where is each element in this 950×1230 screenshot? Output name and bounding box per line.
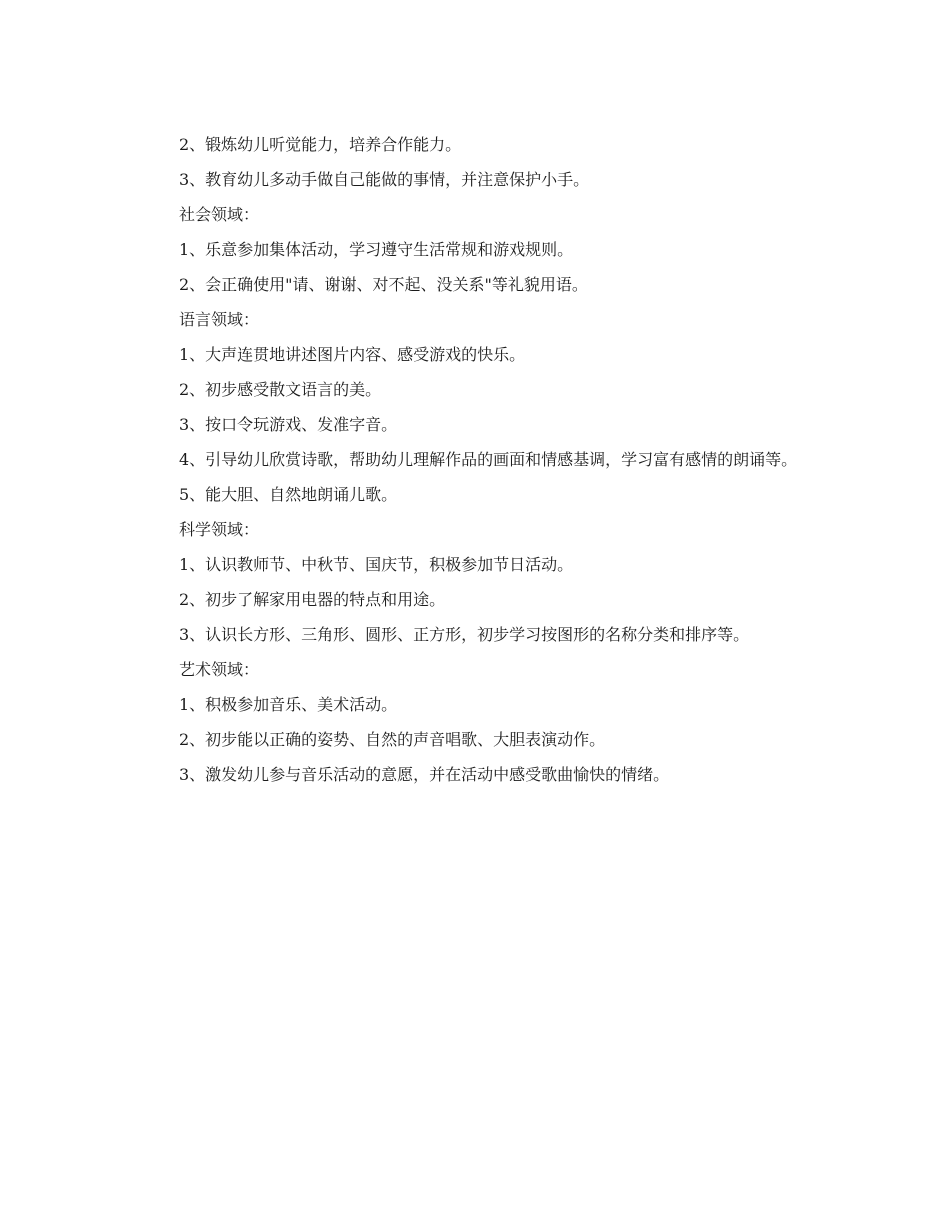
paragraph-festivals: 1、认识教师节、中秋节、国庆节，积极参加节日活动。 (179, 555, 574, 574)
paragraph-poetry-appreciation: 4、引导幼儿欣赏诗歌，帮助幼儿理解作品的画面和情感基调，学习富有感情的朗诵等。 (179, 450, 798, 469)
paragraph-singing-performance: 2、初步能以正确的姿势、自然的声音唱歌、大胆表演动作。 (179, 730, 606, 749)
paragraph-polite-words: 2、会正确使用"请、谢谢、对不起、没关系"等礼貌用语。 (179, 275, 588, 294)
paragraph-hands-on: 3、教育幼儿多动手做自己能做的事情，并注意保护小手。 (179, 170, 590, 189)
heading-language-domain: 语言领域： (179, 310, 260, 329)
paragraph-group-activity: 1、乐意参加集体活动，学习遵守生活常规和游戏规则。 (179, 240, 574, 259)
paragraph-command-game: 3、按口令玩游戏、发准字音。 (179, 415, 398, 434)
paragraph-describe-pictures: 1、大声连贯地讲述图片内容、感受游戏的快乐。 (179, 345, 526, 364)
heading-social-domain: 社会领域： (179, 205, 260, 224)
heading-art-domain: 艺术领域： (179, 660, 260, 679)
paragraph-appliances: 2、初步了解家用电器的特点和用途。 (179, 590, 446, 609)
paragraph-hearing-ability: 2、锻炼幼儿听觉能力，培养合作能力。 (179, 135, 462, 154)
paragraph-shapes: 3、认识长方形、三角形、圆形、正方形，初步学习按图形的名称分类和排序等。 (179, 625, 750, 644)
document-body (143, 127, 807, 792)
paragraph-recite-rhymes: 5、能大胆、自然地朗诵儿歌。 (179, 485, 398, 504)
heading-science-domain: 科学领域： (179, 520, 260, 539)
paragraph-music-interest: 3、激发幼儿参与音乐活动的意愿，并在活动中感受歌曲愉快的情绪。 (179, 765, 670, 784)
paragraph-music-art-activities: 1、积极参加音乐、美术活动。 (179, 695, 398, 714)
paragraph-prose-beauty: 2、初步感受散文语言的美。 (179, 380, 382, 399)
